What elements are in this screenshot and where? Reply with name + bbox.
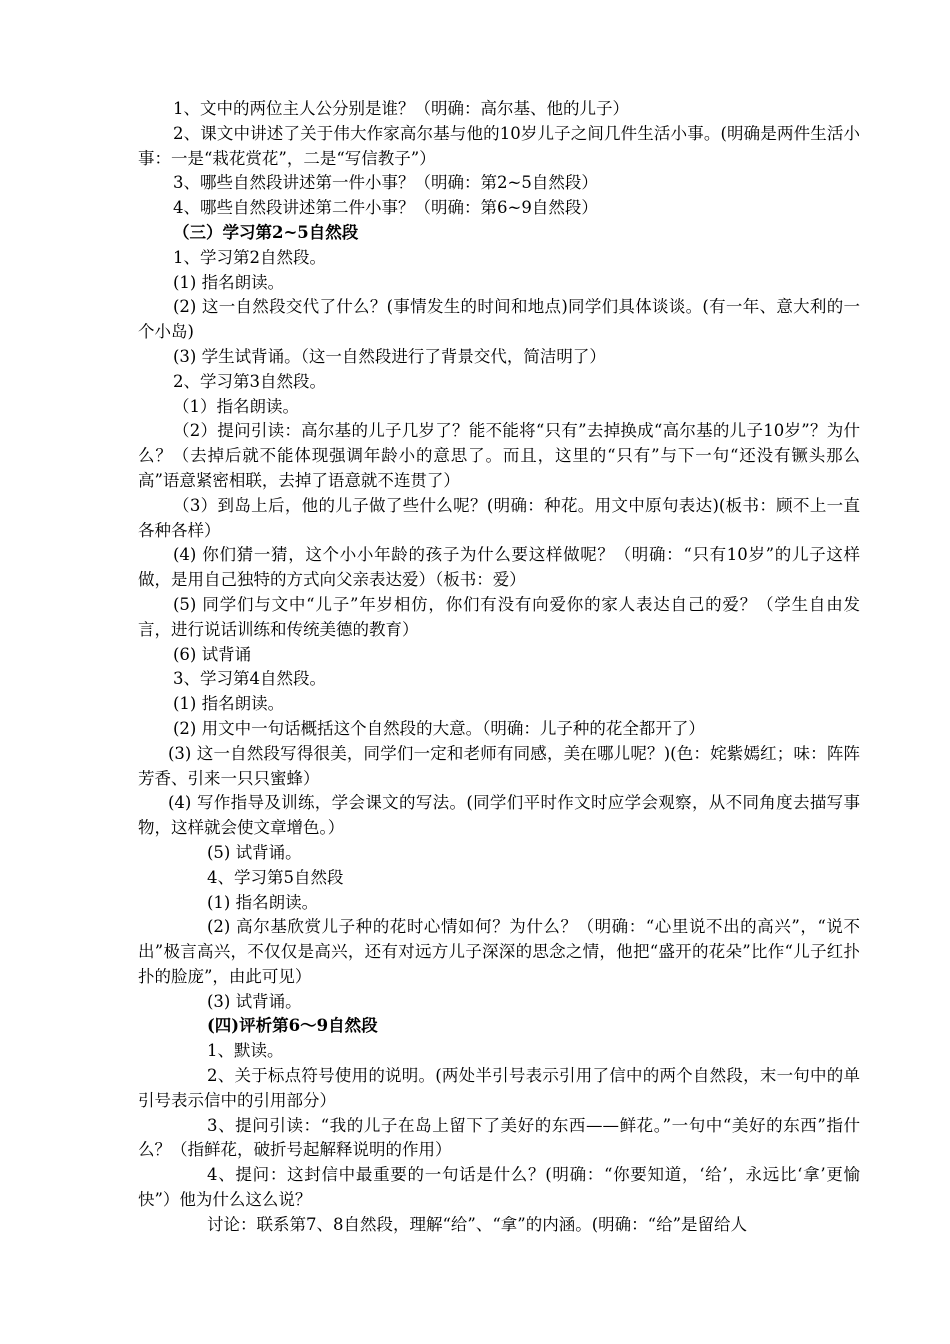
paragraph: 3、提问引读：“我的儿子在岛上留下了美好的东西——鲜花。”一句中“美好的东西”指什么？（指鲜花，破折号起解释说明的作用） bbox=[138, 1115, 860, 1160]
paragraph: (3) 这一自然段写得很美，同学们一定和老师有同感，美在哪儿呢？)(色：姹紫嫣红；味：阵阵芳香、引来一只只蜜蜂） bbox=[138, 743, 860, 788]
paragraph: （2）提问引读：高尔基的儿子几岁了？能不能将“只有”去掉换成“高尔基的儿子10岁”？为什么？（去掉后就不能体现强调年龄小的意思了。而且，这里的“只有”与下一句“还没有镢头那么高”语意紧密相联，去掉了语意就不连贯了） bbox=[138, 421, 860, 490]
paragraph: (5) 同学们与文中“儿子”年岁相仿，你们有没有向爱你的家人表达自己的爱？（学生自由发言，进行说话训练和传统美德的教育） bbox=[138, 594, 860, 639]
paragraph: 4、学习第5自然段 bbox=[207, 867, 344, 887]
paragraph: (6) 试背诵 bbox=[173, 644, 252, 664]
paragraph: 2、关于标点符号使用的说明。(两处半引号表示引用了信中的两个自然段，末一句中的单引号表示信中的引用部分） bbox=[138, 1066, 860, 1110]
section-heading: (四)评析第6～9自然段 bbox=[207, 1016, 378, 1036]
paragraph: (2) 高尔基欣赏儿子种的花时心情如何？为什么？（明确：“心里说不出的高兴”，“说不出”极言高兴，不仅仅是高兴，还有对远方儿子深深的思念之情，他把“盛开的花朵”比作“儿子红扑扑的脸庞”，由此可见） bbox=[138, 917, 860, 986]
paragraph: （1）指名朗读。 bbox=[173, 396, 299, 416]
paragraph: （3）到岛上后，他的儿子做了些什么呢？(明确：种花。用文中原句表达)(板书：顾不上一直各种各样） bbox=[138, 495, 860, 540]
section-heading: （三）学习第2~5自然段 bbox=[173, 222, 359, 242]
document-page bbox=[138, 97, 860, 1238]
paragraph: (4) 你们猜一猜，这个小小年龄的孩子为什么要这样做呢？（明确：“只有10岁”的儿子这样做，是用自己独特的方式向父亲表达爱）（板书：爱） bbox=[138, 545, 860, 590]
paragraph: 4、提问：这封信中最重要的一句话是什么？(明确：“你要知道，‘给’，永远比‘拿’更愉快”）他为什么这么说？ bbox=[138, 1165, 860, 1210]
paragraph: (3) 学生试背诵。（这一自然段进行了背景交代，简洁明了） bbox=[173, 346, 606, 366]
paragraph: 讨论：联系第7、8自然段，理解“给”、“拿”的内涵。(明确：“给”是留给人 bbox=[207, 1214, 748, 1234]
paragraph: (4) 写作指导及训练，学会课文的写法。(同学们平时作文时应学会观察，从不同角度去描写事物，这样就会使文章增色。） bbox=[138, 793, 860, 838]
paragraph: (3) 试背诵。 bbox=[207, 991, 302, 1011]
paragraph: 2、课文中讲述了关于伟大作家高尔基与他的10岁儿子之间几件生活小事。(明确是两件生活小事：一是“栽花赏花”，二是“写信教子”） bbox=[138, 123, 860, 168]
paragraph: (1) 指名朗读。 bbox=[173, 694, 285, 714]
paragraph: 1、默读。 bbox=[207, 1041, 284, 1061]
paragraph: (5) 试背诵。 bbox=[207, 842, 302, 862]
paragraph: 2、学习第3自然段。 bbox=[173, 371, 326, 391]
paragraph: (1) 指名朗读。 bbox=[207, 892, 319, 912]
paragraph: (2) 用文中一句话概括这个自然段的大意。（明确：儿子种的花全都开了） bbox=[173, 718, 705, 738]
paragraph: (2) 这一自然段交代了什么？(事情发生的时间和地点)同学们具体谈谈。(有一年、意大利的一个小岛) bbox=[138, 297, 860, 342]
paragraph: (1) 指名朗读。 bbox=[173, 272, 285, 292]
paragraph: 4、哪些自然段讲述第二件小事？（明确：第6~9自然段） bbox=[173, 198, 598, 218]
paragraph: 3、哪些自然段讲述第一件小事？（明确：第2~5自然段） bbox=[173, 173, 598, 193]
paragraph: 1、文中的两位主人公分别是谁？（明确：高尔基、他的儿子） bbox=[173, 99, 629, 118]
paragraph: 3、学习第4自然段。 bbox=[173, 669, 326, 689]
paragraph: 1、学习第2自然段。 bbox=[173, 247, 326, 267]
